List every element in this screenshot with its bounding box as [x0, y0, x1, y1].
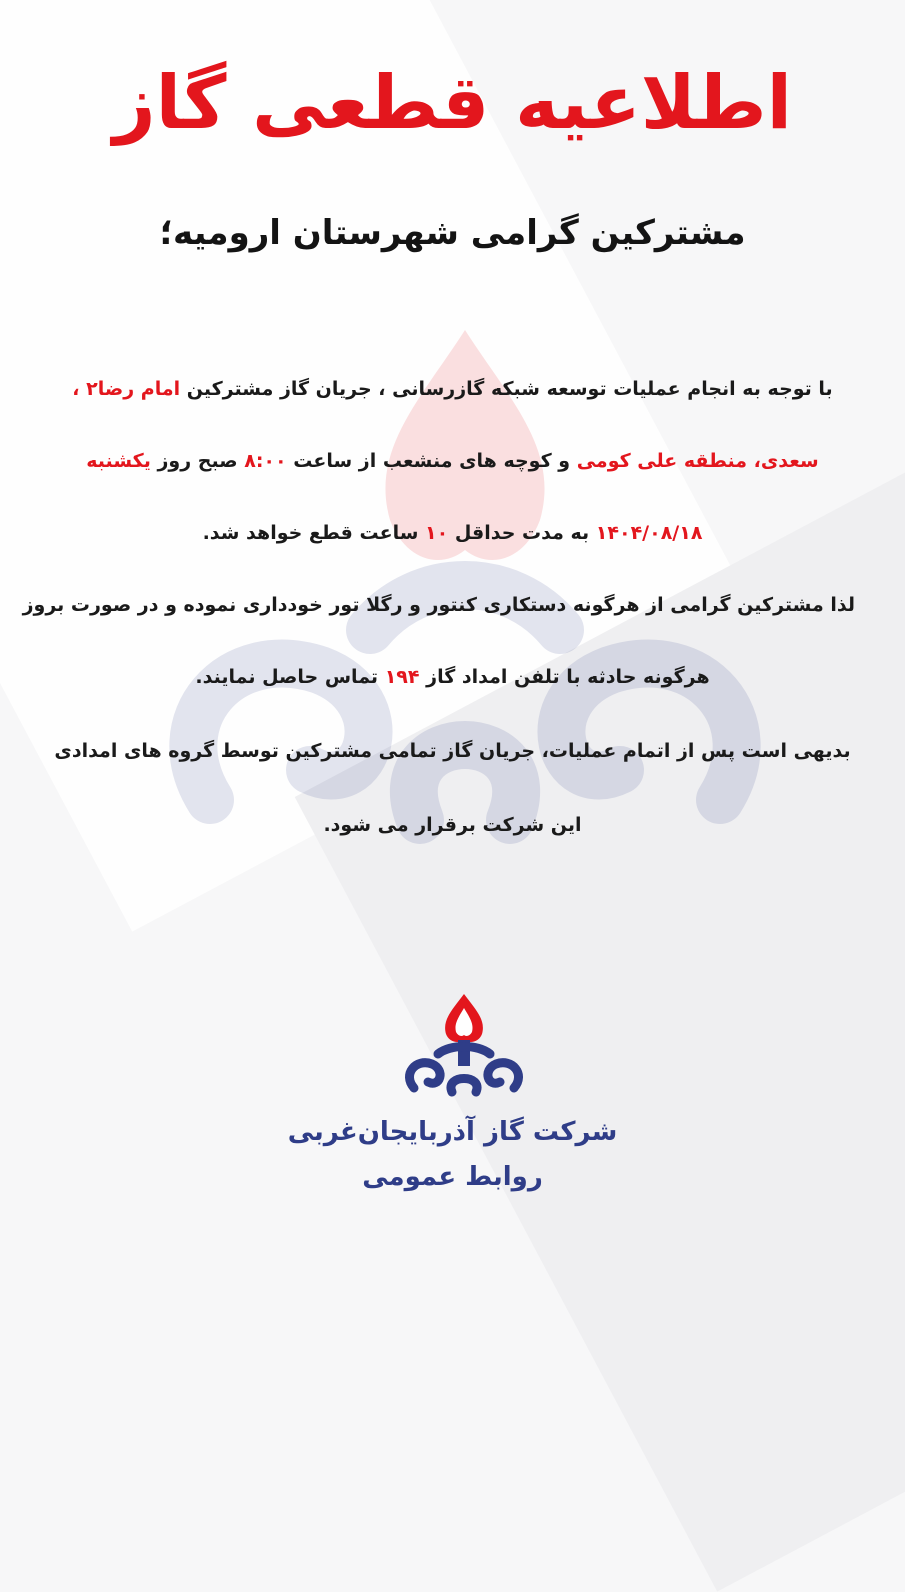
- line2-text-a: و کوچه های منشعب از ساعت: [293, 450, 571, 472]
- line2-time: ۸:۰۰: [244, 450, 287, 472]
- paragraph-line-5: [50, 666, 855, 688]
- paragraph-line-6: بدیهی است پس از اتمام عملیات، جریان گاز تمامی مشترکین توسط گروه های امدادی: [54, 740, 851, 762]
- paragraph-line-7: این شرکت برقرار می شود.: [323, 814, 582, 836]
- line2-day: یکشنبه: [86, 450, 151, 472]
- line5-text-a: هرگونه حادثه با تلفن امداد گاز: [426, 666, 710, 688]
- emergency-phone: ۱۹۴: [384, 666, 420, 688]
- paragraph-line-1: [50, 378, 855, 400]
- department-name: روابط عمومی: [362, 1162, 543, 1192]
- paragraph-line-3: [50, 522, 855, 544]
- line1-street: امام رضا۲ ،: [72, 378, 181, 400]
- line3-hours: ۱۰: [425, 522, 449, 544]
- gas-company-logo-icon: [398, 990, 530, 1102]
- line2-area: سعدی، منطقه علی کومی: [576, 450, 819, 472]
- line3-text-b: ساعت قطع خواهد شد.: [202, 522, 419, 544]
- paragraph-line-4: لذا مشترکین گرامی از هرگونه دستکاری کنتور و رگلا تور خودداری نموده و در صورت بروز: [22, 594, 855, 616]
- line3-date: ۱۴۰۴/۰۸/۱۸: [595, 522, 703, 544]
- company-name: شرکت گاز آذربایجان‌غربی: [287, 1117, 618, 1147]
- line5-text-b: تماس حاصل نمایند.: [195, 666, 379, 688]
- notice-title: اطلاعیه قطعی گاز: [112, 60, 792, 146]
- notice-subtitle: مشترکین گرامی شهرستان ارومیه؛: [159, 213, 746, 253]
- line3-text-a: به مدت حداقل: [454, 522, 590, 544]
- paragraph-line-2: [50, 450, 855, 472]
- line2-text-b: صبح روز: [157, 450, 238, 472]
- line1-text: با توجه به انجام عملیات توسعه شبکه گازرسانی ، جریان گاز مشترکین: [186, 378, 833, 400]
